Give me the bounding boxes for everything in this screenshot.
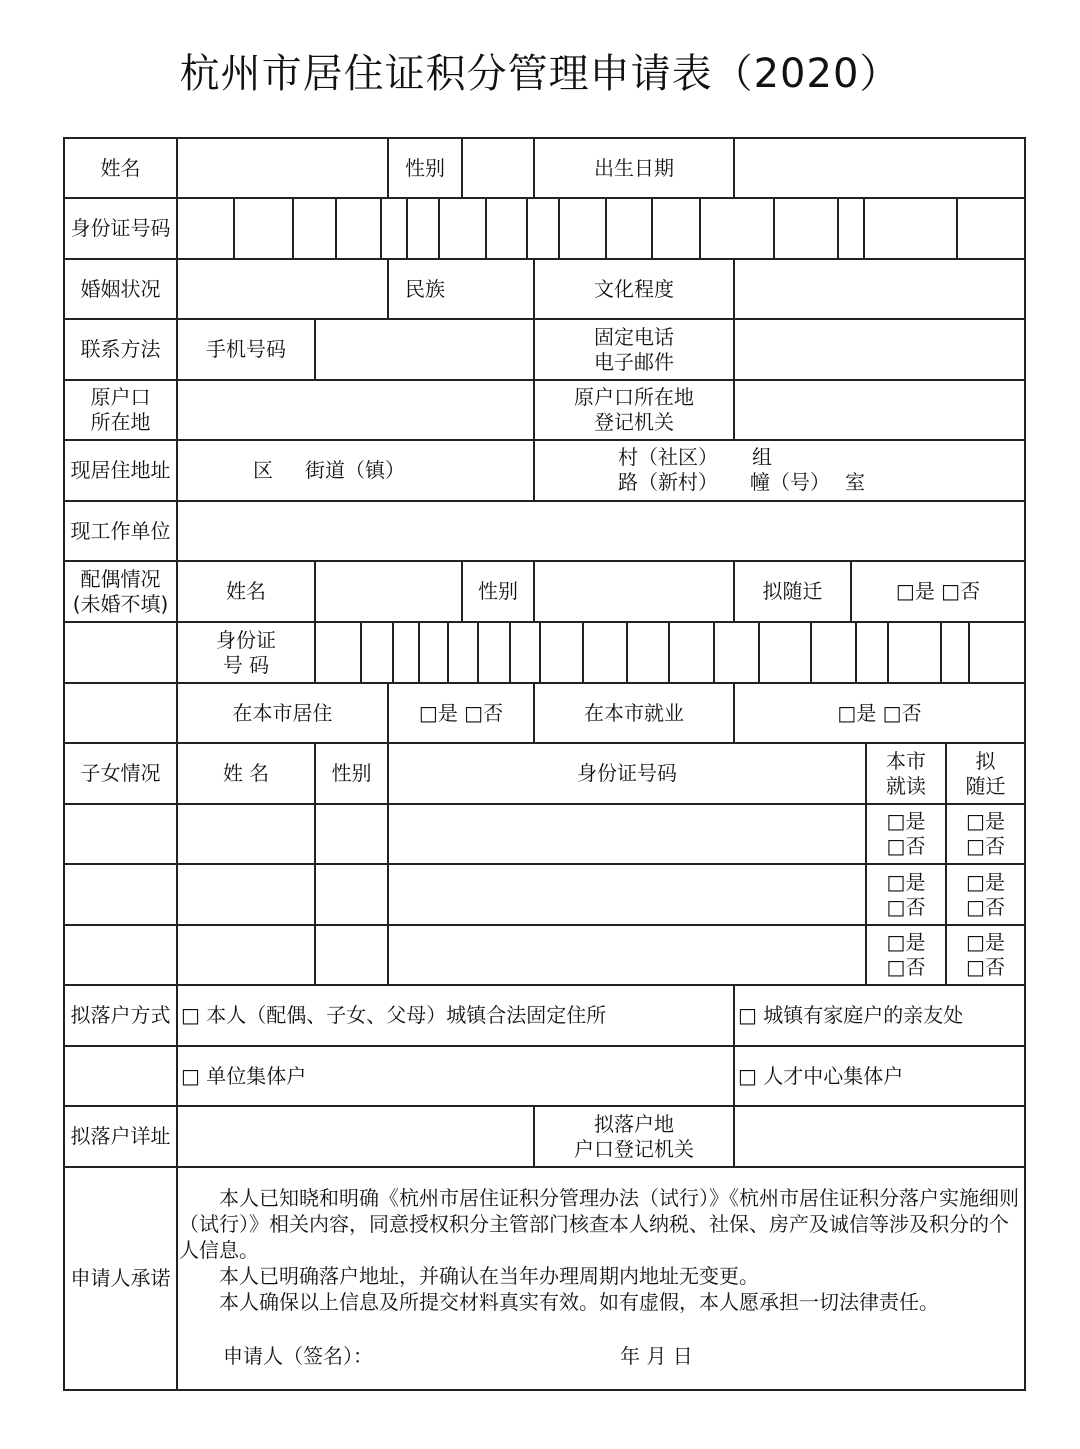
ethnicity-field[interactable] <box>463 260 533 318</box>
label-mobile: 手机号码 <box>206 337 286 361</box>
row-divider <box>65 1166 1024 1168</box>
settle-option-unit-collective[interactable]: □ 单位集体户 <box>181 1063 307 1088</box>
settle-option-own-residence[interactable]: □ 本人（配偶、子女、父母）城镇合法固定住所 <box>181 1003 607 1027</box>
label-employer: 现工作单位 <box>70 518 171 543</box>
birth-date-field[interactable] <box>735 139 1024 197</box>
label-spouse-id-line1: 身份证 <box>216 627 276 652</box>
child-id-field[interactable] <box>389 865 865 924</box>
employed-in-city-checkbox[interactable]: □是 □否 <box>837 700 922 725</box>
child-relocate-checkbox[interactable] <box>947 865 1024 924</box>
label-settle-registry-line2: 户口登记机关 <box>574 1136 694 1161</box>
option-no[interactable]: □否 <box>966 955 1005 979</box>
name-field[interactable] <box>178 139 387 197</box>
label-landline: 固定电话 <box>594 324 674 349</box>
form-title: 杭州市居住证积分管理申请表（2020） <box>179 51 901 97</box>
education-field[interactable] <box>735 260 1024 318</box>
id-number-field[interactable] <box>178 199 1024 258</box>
header-child-school-line1: 本市 <box>886 748 926 773</box>
employer-field[interactable] <box>178 502 1024 560</box>
label-spouse-id-line2: 号 码 <box>222 652 270 677</box>
header-child-relocate-line1: 拟 <box>975 748 996 773</box>
child-school-checkbox[interactable] <box>867 865 945 924</box>
label-id-number: 身份证号码 <box>70 216 171 240</box>
option-yes[interactable]: □是 <box>886 930 926 954</box>
address-group: 组 <box>752 445 772 469</box>
row-divider <box>65 439 1024 441</box>
label-email: 电子邮件 <box>594 349 674 374</box>
landline-email-field[interactable] <box>735 320 1024 379</box>
header-child-relocate-line2: 随迁 <box>965 773 1006 798</box>
child-gender-field[interactable] <box>316 926 387 984</box>
label-spouse-line1: 配偶情况 <box>80 566 161 591</box>
settle-registry-field[interactable] <box>735 1107 1024 1166</box>
child-gender-field[interactable] <box>316 865 387 924</box>
spouse-name-field[interactable] <box>316 562 461 621</box>
pledge-text <box>179 1185 1024 1315</box>
pledge-paragraph-1: 本人已知晓和明确《杭州市居住证积分管理办法（试行）》《杭州市居住证积分落户实施细则（试行）》相关内容，同意授权积分主管部门核查本人纳税、社保、房产及诚信等涉及积分的个人信息。 <box>179 1186 1019 1262</box>
child-relocate-checkbox[interactable] <box>947 805 1024 863</box>
address-building: 幢（号） <box>750 470 830 494</box>
label-contact: 联系方法 <box>80 337 161 361</box>
label-employed-in-city: 在本市就业 <box>584 700 684 725</box>
original-registry-field[interactable] <box>735 381 1024 439</box>
label-settle-registry-line1: 拟落户地 <box>594 1111 674 1136</box>
settle-option-relatives[interactable]: □ 城镇有家庭户的亲友处 <box>738 1003 964 1027</box>
child-id-field[interactable] <box>389 805 865 863</box>
signature-field[interactable] <box>445 1342 605 1370</box>
label-original-registry-line2: 登记机关 <box>594 410 674 434</box>
label-gender: 性别 <box>405 155 445 180</box>
header-child-relocate <box>947 744 1024 803</box>
address-village: 村（社区） <box>618 445 718 469</box>
original-hukou-field[interactable] <box>178 381 533 439</box>
label-original-hukou-line1: 原户口 <box>90 385 151 409</box>
label-spouse-relocate: 拟随迁 <box>762 579 823 603</box>
label-current-address: 现居住地址 <box>70 458 171 482</box>
option-no[interactable]: □否 <box>966 894 1005 919</box>
header-child-school-line2: 就读 <box>886 773 926 798</box>
mobile-field[interactable] <box>316 320 533 379</box>
label-spouse-id <box>178 623 314 682</box>
label-settle-method: 拟落户方式 <box>70 1003 171 1027</box>
label-spouse <box>65 562 176 621</box>
sign-date[interactable]: 年 月 日 <box>620 1343 693 1368</box>
child-relocate-checkbox[interactable] <box>947 926 1024 984</box>
label-children: 子女情况 <box>80 761 161 785</box>
option-no[interactable]: □否 <box>886 894 926 919</box>
label-spouse-gender: 性别 <box>478 579 518 603</box>
label-marital-status: 婚姻状况 <box>80 276 161 301</box>
label-birth-date: 出生日期 <box>594 155 674 180</box>
option-no[interactable]: □否 <box>886 834 926 858</box>
spouse-gender-field[interactable] <box>535 562 733 621</box>
pledge-paragraph-3: 本人确保以上信息及所提交材料真实有效。如有虚假，本人愿承担一切法律责任。 <box>219 1290 939 1314</box>
cell-divider <box>533 441 535 500</box>
child-id-field[interactable] <box>389 926 865 984</box>
signature-label: 申请人（签名）： <box>223 1343 373 1368</box>
gender-field[interactable] <box>463 139 533 197</box>
label-original-registry <box>535 381 733 439</box>
header-child-name: 姓 名 <box>222 761 270 785</box>
label-spouse-name: 姓名 <box>226 579 266 603</box>
address-room: 室 <box>845 470 865 494</box>
child-name-field[interactable] <box>178 865 314 924</box>
spouse-relocate-checkbox[interactable]: □是 □否 <box>895 579 981 603</box>
label-reside-in-city: 在本市居住 <box>232 700 333 725</box>
label-original-registry-line1: 原户口所在地 <box>574 385 694 409</box>
label-ethnicity: 民族 <box>405 276 445 301</box>
settle-option-talent-center[interactable]: □ 人才中心集体户 <box>738 1063 904 1088</box>
option-no[interactable]: □否 <box>966 834 1005 858</box>
label-settle-registry <box>535 1107 733 1166</box>
label-landline-email <box>535 320 733 379</box>
address-street: 街道（镇） <box>305 458 405 482</box>
option-yes[interactable]: □是 <box>966 869 1005 894</box>
option-yes[interactable]: □是 <box>886 869 926 894</box>
option-yes[interactable]: □是 <box>966 809 1005 833</box>
application-form <box>63 137 1026 1391</box>
label-original-hukou <box>65 381 176 439</box>
header-child-gender: 性别 <box>331 761 372 785</box>
label-original-hukou-line2: 所在地 <box>90 410 151 434</box>
option-no[interactable]: □否 <box>886 955 926 979</box>
child-gender-field[interactable] <box>316 805 387 863</box>
address-road: 路（新村） <box>618 470 718 494</box>
child-school-checkbox[interactable] <box>867 805 945 863</box>
settle-address-field[interactable] <box>178 1107 533 1166</box>
child-name-field[interactable] <box>178 926 314 984</box>
header-child-id: 身份证号码 <box>577 761 677 785</box>
spouse-id-field[interactable] <box>316 623 1024 682</box>
option-yes[interactable]: □是 <box>966 930 1005 954</box>
label-name: 姓名 <box>100 155 141 180</box>
child-name-field[interactable] <box>178 805 314 863</box>
pledge-paragraph-2: 本人已明确落户地址，并确认在当年办理周期内地址无变更。 <box>219 1264 759 1288</box>
header-child-school <box>867 744 945 803</box>
label-education: 文化程度 <box>594 276 674 301</box>
label-spouse-line2: (未婚不填) <box>72 591 169 616</box>
child-school-checkbox[interactable] <box>867 926 945 984</box>
label-settle-address: 拟落户详址 <box>70 1124 171 1148</box>
cell-divider <box>733 986 735 1106</box>
marital-status-field[interactable] <box>178 260 387 318</box>
option-yes[interactable]: □是 <box>886 809 926 833</box>
address-district: 区 <box>253 458 273 482</box>
reside-in-city-checkbox[interactable]: □是 □否 <box>418 700 504 725</box>
label-applicant-pledge: 申请人承诺 <box>70 1266 171 1290</box>
